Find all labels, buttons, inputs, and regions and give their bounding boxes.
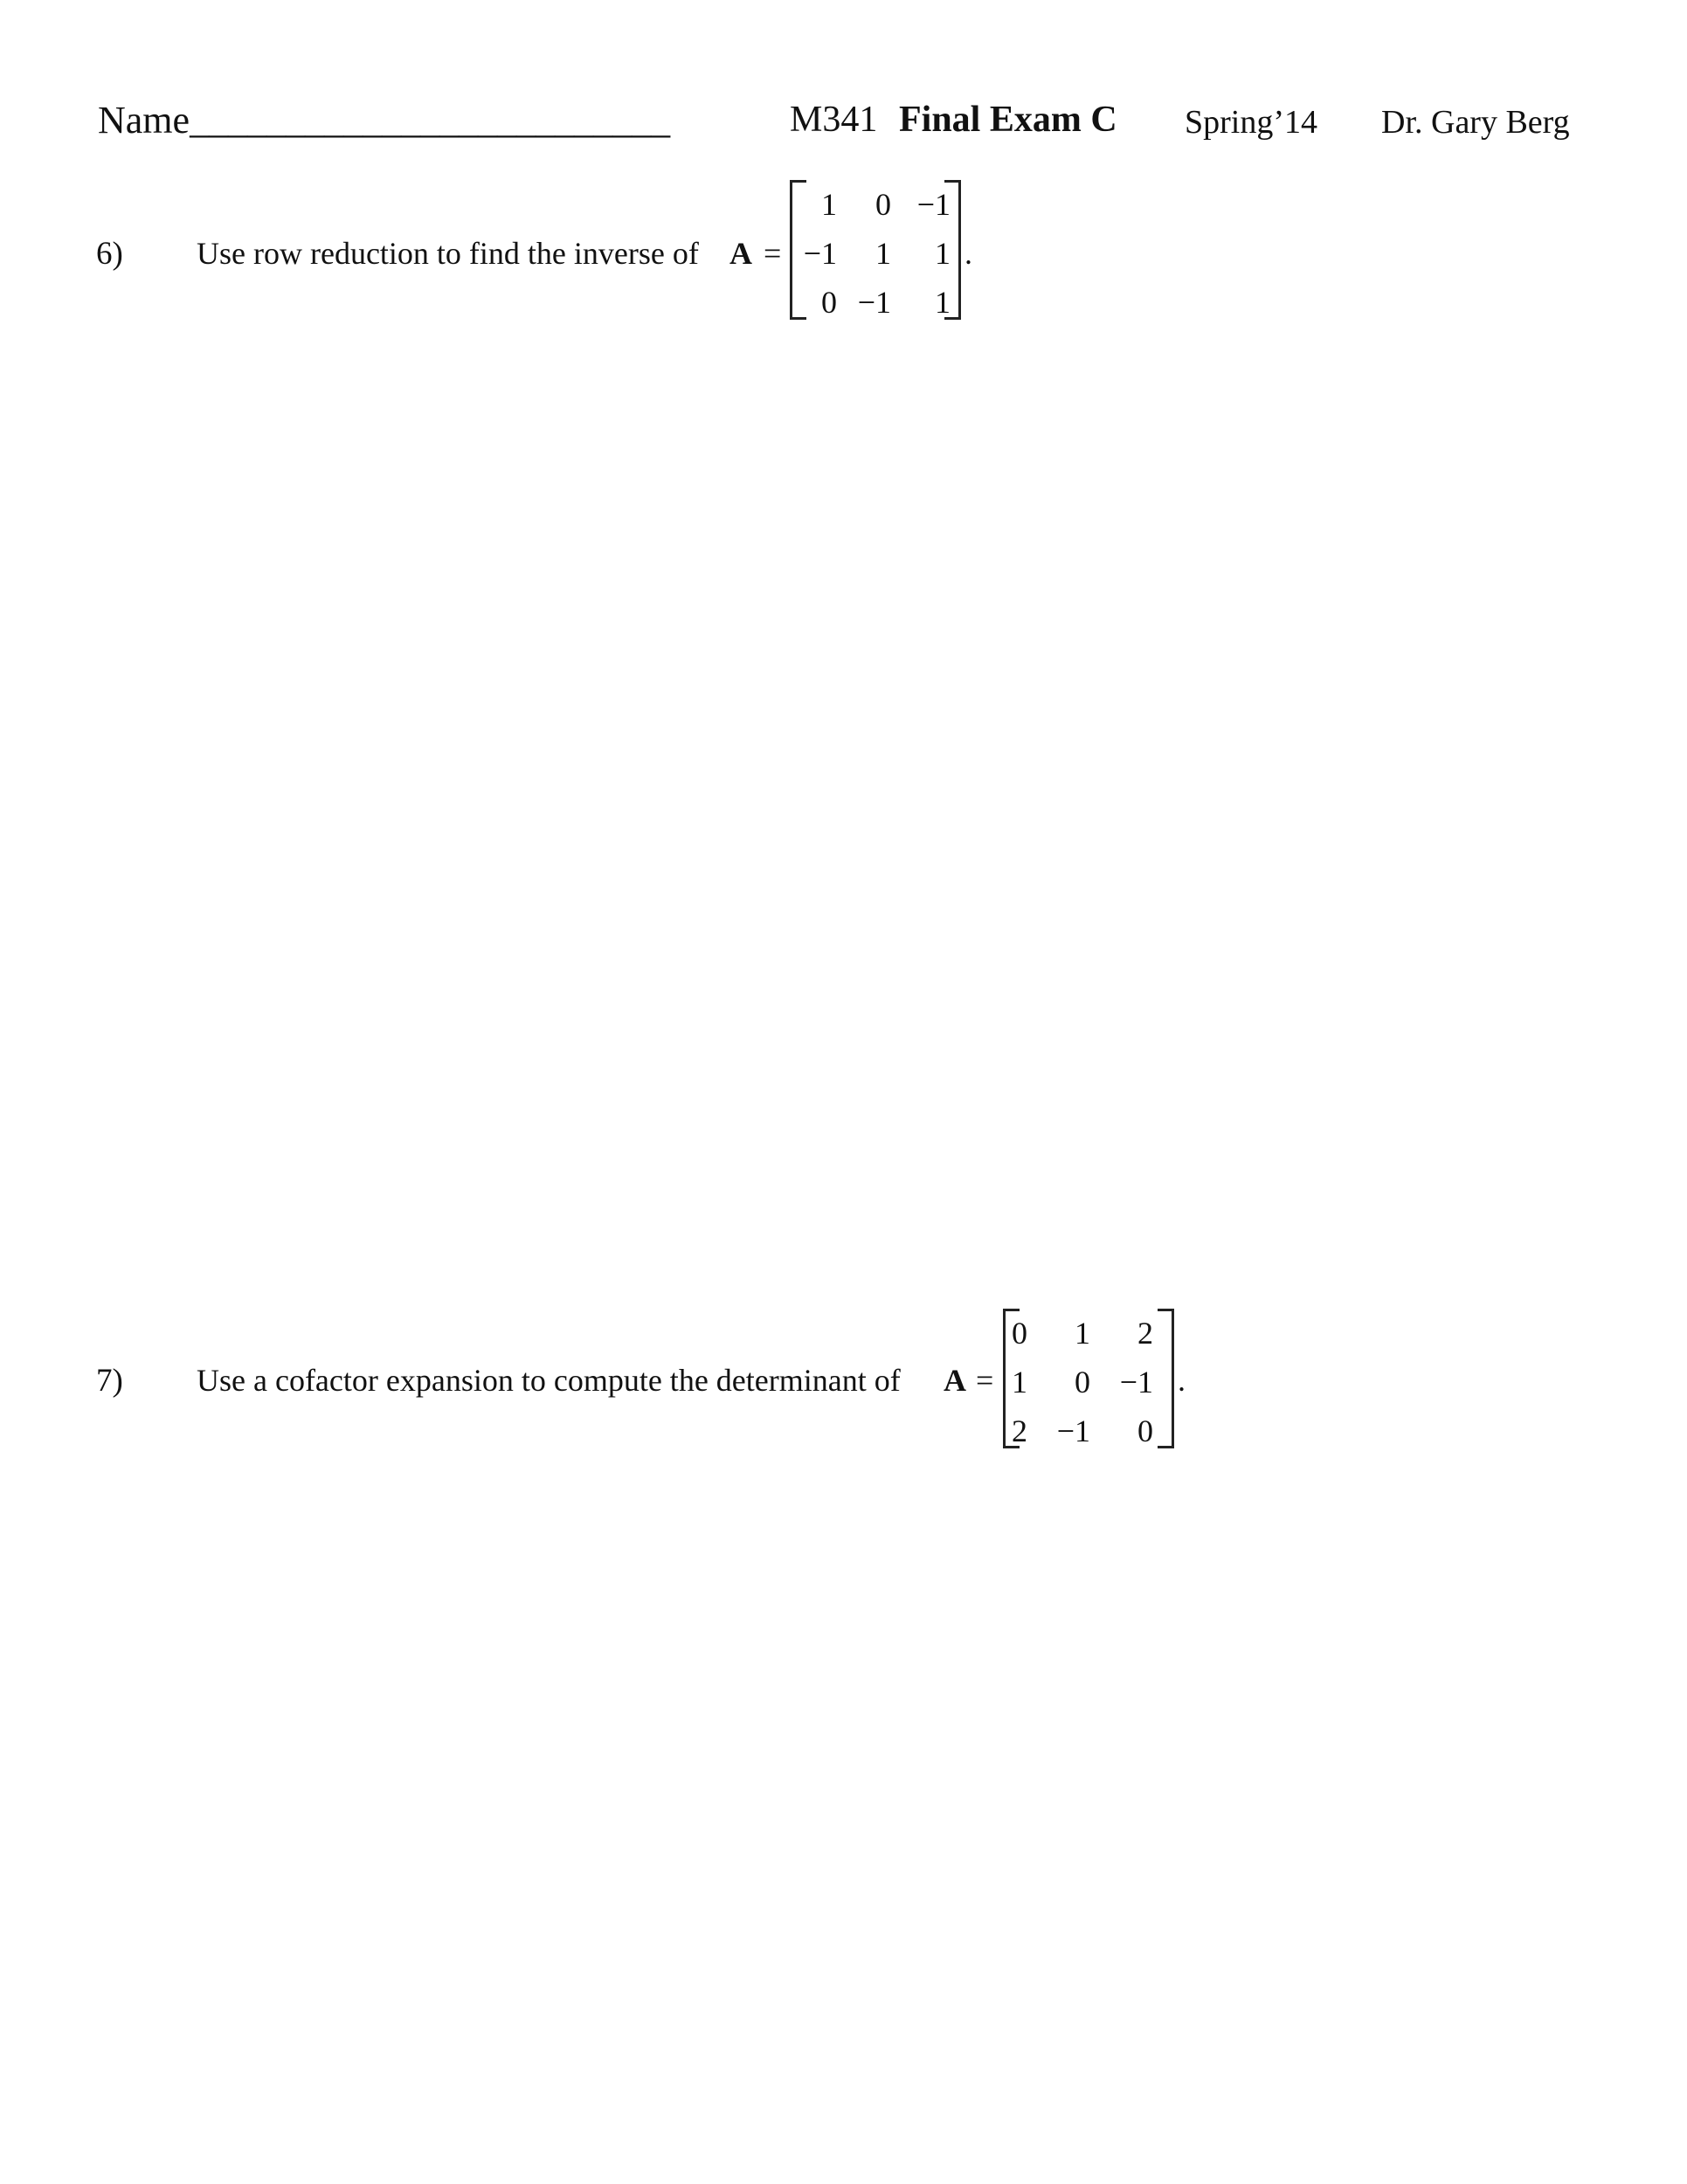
- matrix-cell: −1: [857, 285, 891, 320]
- matrix-cell: 0: [1012, 1316, 1027, 1351]
- matrix-cell: 1: [935, 236, 951, 271]
- equals-sign: =: [764, 236, 782, 271]
- matrix-cell: 0: [1075, 1365, 1090, 1400]
- matrix-cell: 1: [821, 187, 837, 222]
- matrix-cell: 1: [1075, 1316, 1090, 1351]
- problem-number: 7): [96, 1363, 123, 1399]
- problem-number: 6): [96, 236, 123, 272]
- end-period: .: [964, 236, 972, 271]
- matrix-cell: 0: [1137, 1413, 1153, 1448]
- equals-sign: =: [976, 1363, 994, 1398]
- matrix-symbol: A: [944, 1363, 966, 1398]
- matrix-cell: −1: [916, 187, 951, 222]
- matrix-cell: 2: [1012, 1413, 1027, 1448]
- matrix-cell: 2: [1137, 1316, 1153, 1351]
- problem-text: Use a cofactor expansion to compute the determinant of: [197, 1363, 901, 1398]
- matrix-cell: 1: [1012, 1365, 1027, 1400]
- right-bracket: [1158, 1309, 1174, 1448]
- matrix: [790, 180, 961, 320]
- matrix-cell: 0: [821, 285, 837, 320]
- matrix-cell: 1: [935, 285, 951, 320]
- problem-text: Use row reduction to find the inverse of: [197, 236, 699, 271]
- matrix-cell: −1: [1119, 1365, 1153, 1400]
- course-code: M341: [790, 100, 878, 140]
- name-field-label: Name_________________________: [98, 99, 671, 142]
- matrix: [1003, 1309, 1174, 1448]
- matrix-symbol: A: [729, 236, 752, 271]
- end-period: .: [1178, 1363, 1186, 1398]
- name-blank-line: _________________________: [190, 99, 671, 142]
- term: Spring’14: [1185, 104, 1317, 141]
- exam-title: Final Exam C: [899, 100, 1117, 140]
- instructor-name: Dr. Gary Berg: [1381, 104, 1570, 141]
- matrix-cell: −1: [1056, 1413, 1090, 1448]
- matrix-cell: 1: [875, 236, 891, 271]
- matrix-cell: 0: [875, 187, 891, 222]
- matrix-cell: −1: [803, 236, 837, 271]
